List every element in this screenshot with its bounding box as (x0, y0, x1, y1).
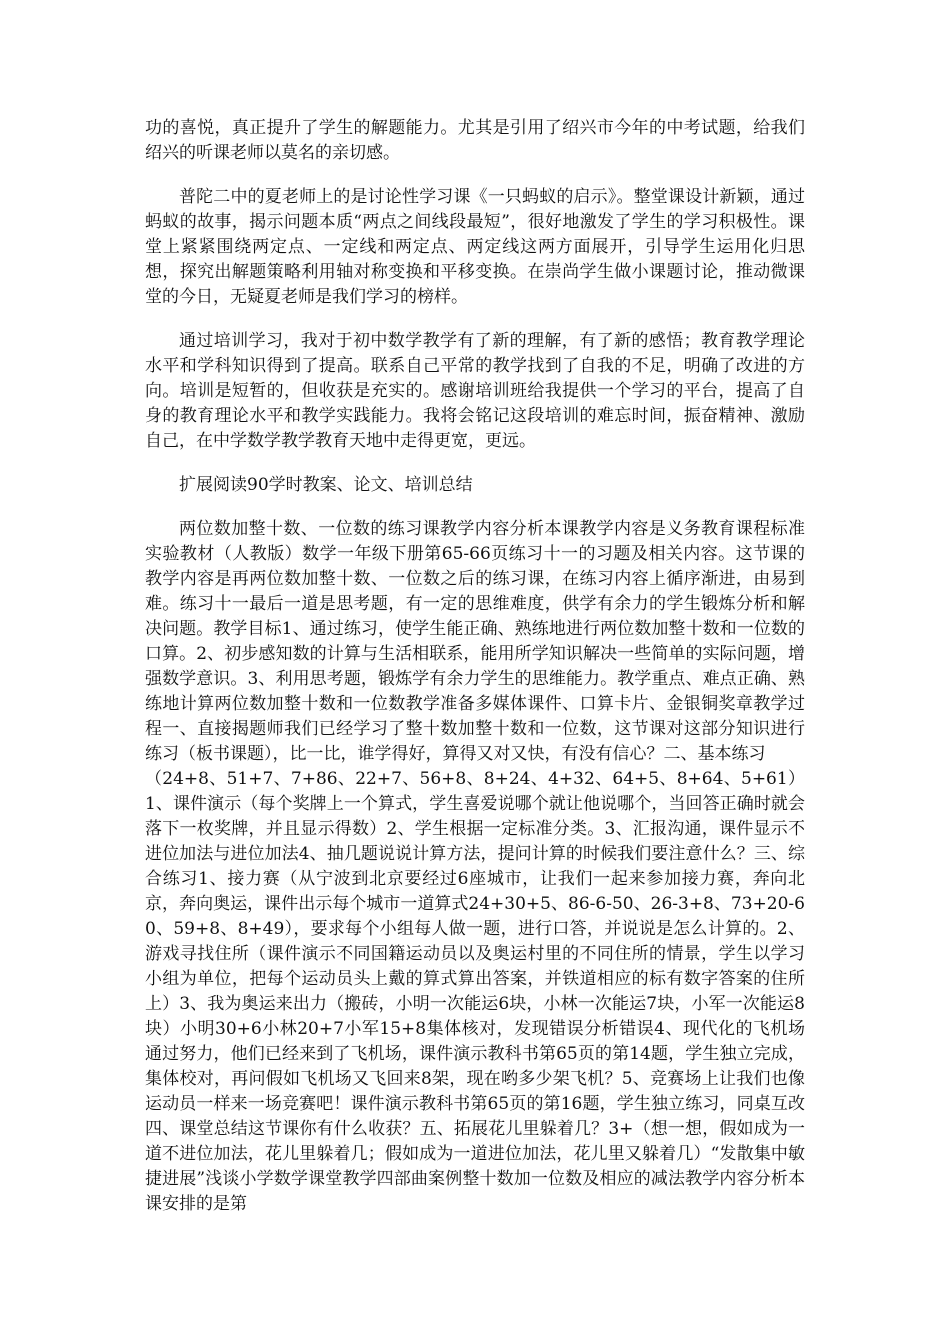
paragraph-putuo-lesson: 普陀二中的夏老师上的是讨论性学习课《一只蚂蚁的启示》。整堂课设计新颖，通过蚂蚁的故事，揭示问题本质“两点之间线段最短”，很好地激发了学生的学习积极性。课堂上紧紧围绕两定点、一定线和两定点、两定线这两方面展开，引导学生运用化归思想，探究出解题策略利用轴对称变换和平移变换。在崇尚学生做小课题讨论，推动微课堂的今日，无疑夏老师是我们学习的榜样。 (145, 187, 805, 307)
document-body (145, 116, 805, 1217)
paragraph-continuation: 功的喜悦，真正提升了学生的解题能力。尤其是引用了绍兴市今年的中考试题，给我们绍兴的听课老师以莫名的亲切感。 (145, 118, 805, 163)
paragraph-lesson-plan: 两位数加整十数、一位数的练习课教学内容分析本课教学内容是义务教育课程标准实验教材（人教版）数学一年级下册第65-66页练习十一的习题及相关内容。这节课的教学内容是再两位数加整十数、一位数之后的练习课，在练习内容上循序渐进，由易到难。练习十一最后一道是思考题，有一定的思维难度，供学有余力的学生锻炼分析和解决问题。教学目标1、通过练习，使学生能正确、熟练地进行两位数加整十数和一位数的口算。2、初步感知数的计算与生活相联系，能用所学知识解决一些简单的实际问题，增强数学意识。3、利用思考题，锻炼学有余力学生的思维能力。教学重点、难点正确、熟练地计算两位数加整十数和一位数教学准备多媒体课件、口算卡片、金银铜奖章教学过程一、直接揭题师我们已经学习了整十数加整十数和一位数，这节课对这部分知识进行练习（板书课题），比一比，谁学得好，算得又对又快，有没有信心？二、基本练习 (145, 519, 805, 764)
paragraph-lesson-exercises: （24+8、51+7、7+86、22+7、56+8、8+24、4+32、64+5、8+64、5+61）1、课件演示（每个奖牌上一个算式，学生喜爱说哪个就让他说哪个，当回答正确时就会落下一枚奖牌，并且显示得数）2、学生根据一定标准分类。3、汇报沟通，课件显示不进位加法与进位加法4、抽几题说说计算方法，提问计算的时候我们要注意什么？三、综合练习1、接力赛（从宁波到北京要经过6座城市，让我们一起来参加接力赛，奔向北京，奔向奥运，课件出示每个城市一道算式24+30+5、86-6-50、26-3+8、73+20-60、59+8、8+49），要求每个小组每人做一题，进行口答，并说说是怎么计算的。2、游戏寻找住所（课件演示不同国籍运动员以及奥运村里的不同住所的情景，学生以学习小组为单位，把每个运动员头上戴的算式算出答案，并铁道相应的标有数字答案的住所上）3、我为奥运来出力（搬砖，小明一次能运6块，小林一次能运7块，小军一次能运8块）小明30+6小林20+7小军15+8集体核对，发现错误分析错误4、现代化的飞机场通过努力，他们已经来到了飞机场，课件演示教科书第65页的第14题，学生独立完成，集体校对，再问假如飞机场又飞回来8架，现在哟多少架飞机？5、竞赛场上让我们也像运动员一样来一场竞赛吧！课件演示教科书第65页的第16题，学生独立练习，同桌互改四、课堂总结这节课你有什么收获？五、拓展花儿里躲着几？3+（想一想，假如成为一道不进位加法，花儿里躲着几；假如成为一道进位加法，花儿里又躲着几）“发散集中敏捷进展”浅谈小学数学课堂教学四部曲案例整十数加一位数及相应的减法教学内容分析本课安排的是第 (145, 769, 805, 1214)
section-heading-extended-reading: 扩展阅读90学时教案、论文、培训总结 (179, 475, 473, 495)
paragraph-training-reflection: 通过培训学习，我对于初中数学教学有了新的理解，有了新的感悟；教育教学理论水平和学科知识得到了提高。联系自己平常的教学找到了自我的不足，明确了改进的方向。培训是短暂的，但收获是充实的。感谢培训班给我提供一个学习的平台，提高了自身的教育理论水平和教学实践能力。我将会铭记这段培训的难忘时间，振奋精神、激励自己，在中学数学教学教育天地中走得更宽，更远。 (145, 331, 805, 451)
